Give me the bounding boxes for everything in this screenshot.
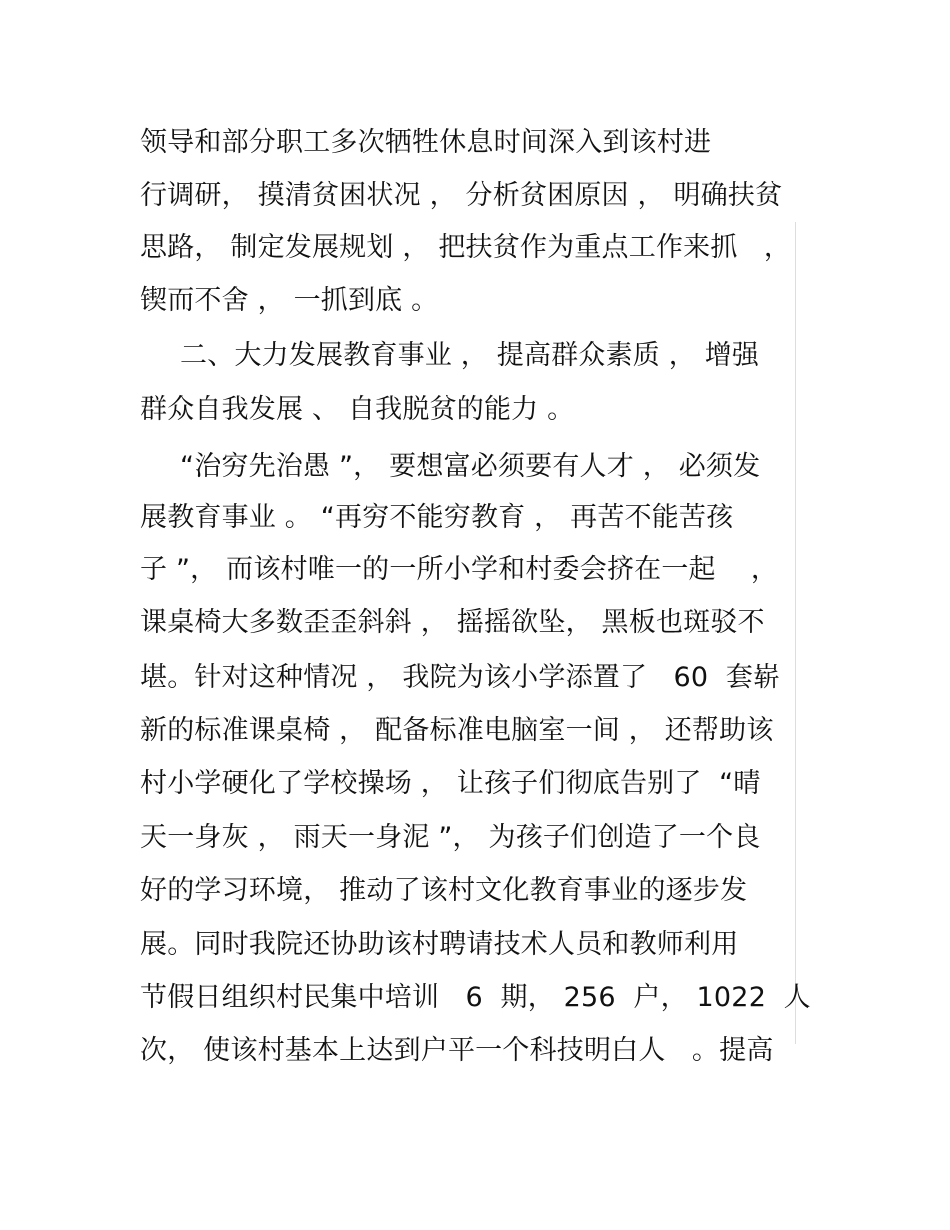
section-heading-line-1: 二、大力发展教育事业 ， 提高群众素质 ， 增强 bbox=[180, 340, 760, 371]
paragraph-line-1: “治穷先治愚 ”， 要想富必须要有人才 ， 必须发 bbox=[180, 451, 761, 482]
paragraph-line-12: 次， 使该村基本上达到户平一个科技明白人 。提高 bbox=[140, 1035, 774, 1066]
page-border-line bbox=[795, 222, 796, 1044]
paragraph-line-5: 堪。针对这种情况 ， 我院为该小学添置了 60 套崭 bbox=[140, 662, 781, 693]
paragraph-line-4: 课桌椅大多数歪歪斜斜 ， 摇摇欲坠， 黑板也斑驳不 bbox=[140, 607, 765, 638]
text-line-1: 领导和部分职工多次牺牲休息时间深入到该村进 bbox=[140, 127, 712, 158]
paragraph-line-8: 天一身灰 ， 雨天一身泥 ”， 为孩子们创造了一个良 bbox=[140, 822, 761, 853]
paragraph-line-7: 村小学硬化了学校操场 ， 让孩子们彻底告别了 “晴 bbox=[140, 768, 761, 799]
paragraph-line-3: 子 ”， 而该村唯一的一所小学和村委会挤在一起 ， bbox=[140, 554, 779, 585]
paragraph-line-9: 好的学习环境， 推动了该村文化教育事业的逐步发 bbox=[140, 875, 748, 906]
paragraph-line-10: 展。同时我院还协助该村聘请技术人员和教师利用 bbox=[140, 929, 739, 960]
paragraph-line-6: 新的标准课桌椅 ， 配备标准电脑室一间 ， 还帮助该 bbox=[140, 715, 774, 746]
text-line-4: 锲而不舍 ， 一抓到底 。 bbox=[140, 285, 439, 316]
paragraph-line-2: 展教育事业 。 “再穷不能穷教育 ， 再苦不能苦孩 bbox=[140, 502, 734, 533]
section-heading-line-2: 群众自我发展 、 自我脱贫的能力 。 bbox=[140, 394, 575, 425]
text-line-3: 思路， 制定发展规划 ， 把扶贫作为重点工作来抓 ， bbox=[140, 232, 792, 263]
text-line-2: 行调研， 摸清贫困状况 ， 分析贫困原因 ， 明确扶贫 bbox=[140, 180, 783, 211]
paragraph-line-11: 节假日组织村民集中培训 6 期， 256 户， 1022 人 bbox=[140, 982, 811, 1013]
